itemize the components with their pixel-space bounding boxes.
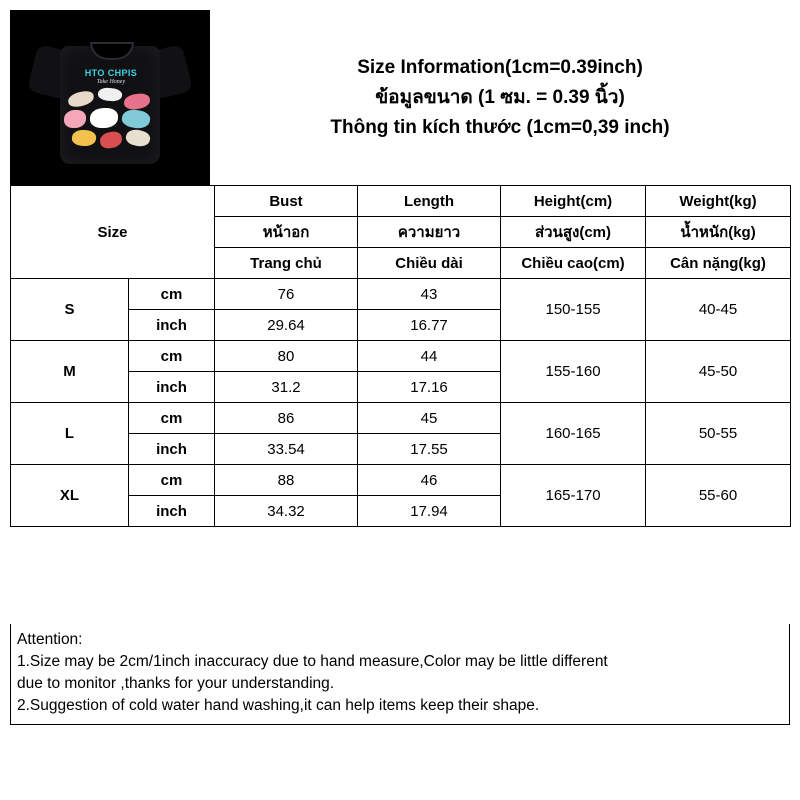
cell-bust-inch-m: 31.2 (215, 372, 358, 403)
attention-block (10, 624, 790, 725)
product-photo (10, 10, 210, 185)
table-row (11, 465, 791, 496)
cell-length-cm-xl: 46 (358, 465, 501, 496)
cell-weight-l: 50-55 (646, 403, 791, 465)
cell-length-inch-s: 16.77 (358, 310, 501, 341)
row-size-label-l: L (11, 403, 129, 465)
cell-length-cm-m: 44 (358, 341, 501, 372)
table-row (11, 403, 791, 434)
header-length-en: Length (358, 186, 501, 217)
row-unit-cm-xl: cm (129, 465, 215, 496)
print-shape-7 (71, 129, 97, 147)
row-unit-inch-l: inch (129, 434, 215, 465)
attention-line-1: 1.Size may be 2cm/1inch inaccuracy due to hand measure,Color may be little different (17, 653, 608, 670)
header-length-vi: Chiều dài (358, 248, 501, 279)
tshirt-graphic (38, 32, 182, 164)
cell-bust-cm-xl: 88 (215, 465, 358, 496)
cell-bust-inch-s: 29.64 (215, 310, 358, 341)
header-weight-en: Weight(kg) (646, 186, 791, 217)
print-shape-5 (90, 108, 118, 128)
attention-line-2: due to monitor ,thanks for your understanding. (17, 675, 335, 692)
cell-bust-cm-s: 76 (215, 279, 358, 310)
size-table (10, 185, 791, 527)
header-size-corner: Size (11, 186, 215, 279)
print-shape-6 (121, 108, 152, 131)
tshirt-print-artwork (64, 88, 158, 150)
header-bust-th: หน้าอก (215, 217, 358, 248)
cell-weight-xl: 55-60 (646, 465, 791, 527)
print-shape-8 (99, 131, 123, 150)
print-shape-4 (64, 110, 86, 128)
cell-weight-s: 40-45 (646, 279, 791, 341)
title-line-en: Size Information(1cm=0.39inch) (357, 56, 643, 78)
tshirt-print-subtitle: Take Honey (96, 79, 126, 85)
title-line-th: ข้อมูลขนาด (1 ซม. = 0.39 นิ้ว) (375, 86, 625, 108)
header-weight-vi: Cân nặng(kg) (646, 248, 791, 279)
row-unit-inch-m: inch (129, 372, 215, 403)
print-shape-2 (97, 86, 123, 102)
row-size-label-s: S (11, 279, 129, 341)
title-block (210, 10, 790, 185)
header-height-th: ส่วนสูง(cm) (501, 217, 646, 248)
tshirt-print-title: HTO CHPIS (84, 68, 138, 78)
title-line-vi: Thông tin kích thước (1cm=0,39 inch) (330, 116, 670, 138)
header-height-en: Height(cm) (501, 186, 646, 217)
cell-height-l: 160-165 (501, 403, 646, 465)
row-unit-inch-xl: inch (129, 496, 215, 527)
cell-bust-cm-m: 80 (215, 341, 358, 372)
cell-length-inch-m: 17.16 (358, 372, 501, 403)
attention-heading: Attention: (17, 631, 83, 648)
cell-bust-inch-xl: 34.32 (215, 496, 358, 527)
attention-line-3: 2.Suggestion of cold water hand washing,it can help items keep their shape. (17, 697, 540, 714)
row-unit-inch-s: inch (129, 310, 215, 341)
cell-length-inch-xl: 17.94 (358, 496, 501, 527)
cell-length-cm-l: 45 (358, 403, 501, 434)
header-length-th: ความยาว (358, 217, 501, 248)
row-size-label-xl: XL (11, 465, 129, 527)
cell-length-inch-l: 17.55 (358, 434, 501, 465)
print-shape-1 (67, 89, 95, 108)
cell-length-cm-s: 43 (358, 279, 501, 310)
cell-height-xl: 165-170 (501, 465, 646, 527)
cell-height-s: 150-155 (501, 279, 646, 341)
header-bust-en: Bust (215, 186, 358, 217)
cell-bust-cm-l: 86 (215, 403, 358, 434)
header-height-vi: Chiều cao(cm) (501, 248, 646, 279)
header (10, 10, 790, 185)
row-size-label-m: M (11, 341, 129, 403)
print-shape-9 (124, 127, 151, 148)
table-header-row-1 (11, 186, 791, 217)
cell-bust-inch-l: 33.54 (215, 434, 358, 465)
row-unit-cm-m: cm (129, 341, 215, 372)
header-bust-vi: Trang chủ (215, 248, 358, 279)
table-row (11, 279, 791, 310)
row-unit-cm-l: cm (129, 403, 215, 434)
print-shape-3 (123, 93, 150, 111)
table-row (11, 341, 791, 372)
cell-height-m: 155-160 (501, 341, 646, 403)
row-unit-cm-s: cm (129, 279, 215, 310)
cell-weight-m: 45-50 (646, 341, 791, 403)
header-weight-th: น้ำหนัก(kg) (646, 217, 791, 248)
